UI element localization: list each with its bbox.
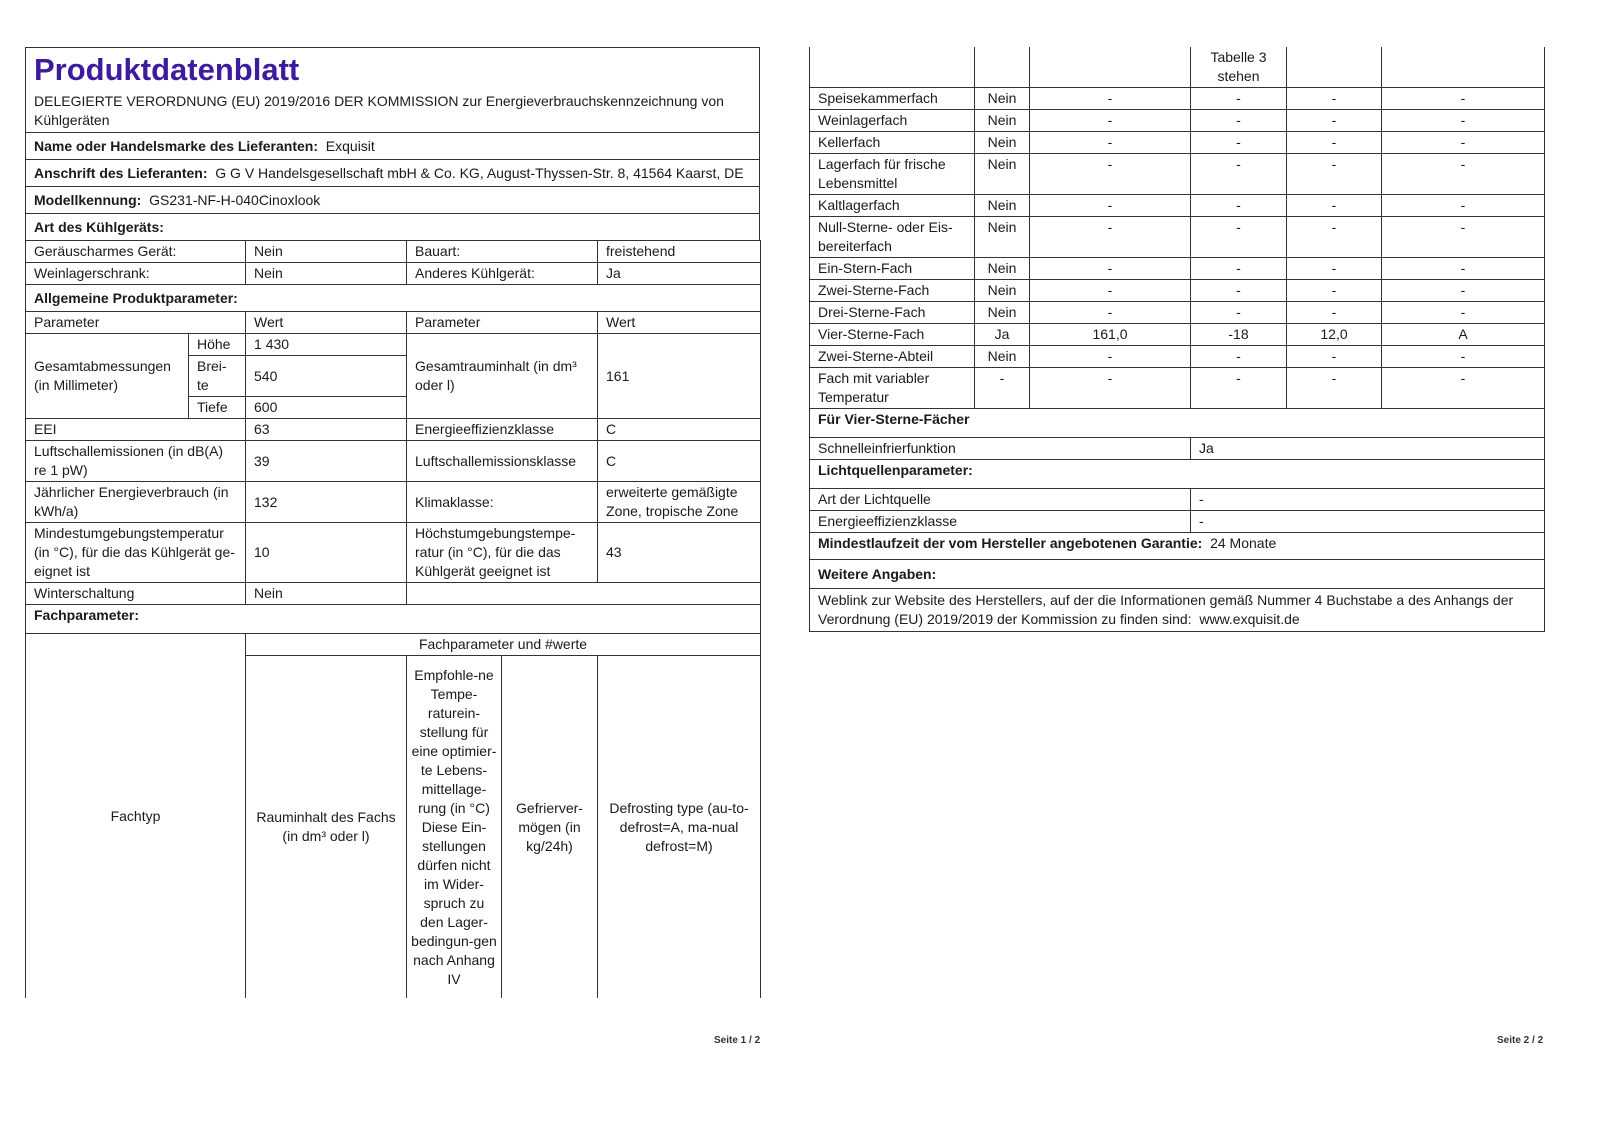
winter-value: Nein xyxy=(246,583,407,605)
page-2-footer: Seite 2 / 2 xyxy=(1497,1035,1544,1046)
compartment-row xyxy=(810,195,1545,217)
light-class-label: Energieeffizienzklasse xyxy=(810,511,1191,533)
model-value: GS231-NF-H-040Cinoxlook xyxy=(149,191,321,208)
supplier-name-row xyxy=(26,133,760,160)
compartment-recommended-header: Empfohle-ne Tempe-raturein-stellung für eine optimier-te Lebens-mittellage-rung (in °C) Diese Ein-stellungen dürfen nicht im Wider-spruch zu den Lager-bedingun-gen nach Anhang IV xyxy=(407,656,502,999)
compartment-defrost: - xyxy=(1382,346,1545,368)
height-label: Höhe xyxy=(189,334,246,356)
wine-value: Nein xyxy=(246,263,407,285)
compartment-defrost: - xyxy=(1382,88,1545,110)
weblink-text: Weblink zur Website des Herstellers, auf der die Informationen gemäß Nummer 4 Buchstabe a des Anhangs der Verordnung (EU) 2019/2019 der Kommission zu finden sind: xyxy=(818,592,1514,627)
compartment-name: Vier-Sterne-Fach xyxy=(810,324,975,346)
compartment-freeze: - xyxy=(1287,346,1382,368)
compartment-freezing-header: Gefrierver-mögen (in kg/24h) xyxy=(502,656,598,999)
compartment-freeze: - xyxy=(1287,258,1382,280)
supplier-name-value: Exquisit xyxy=(325,137,375,154)
low-noise-value: Nein xyxy=(246,241,407,263)
compartment-table xyxy=(809,47,1545,409)
compartment-temp: - xyxy=(1191,195,1287,217)
max-temp-label: Höchstumgebungstempe-ratur (in °C), für die das Kühlgerät geeignet ist xyxy=(407,523,598,583)
warranty-label: Mindestlaufzeit der vom Hersteller angebotenen Garantie: xyxy=(818,535,1203,551)
compartment-row xyxy=(810,368,1545,409)
weblink-row xyxy=(810,589,1545,632)
model-label: Modellkennung: xyxy=(34,191,142,208)
empty-cell xyxy=(407,583,761,605)
compartment-row xyxy=(810,302,1545,324)
col-value-2: Wert xyxy=(598,312,761,334)
compartment-temp: - xyxy=(1191,302,1287,324)
compartment-defrost: - xyxy=(1382,258,1545,280)
four-star-table xyxy=(809,408,1545,632)
compartment-defrost: A xyxy=(1382,324,1545,346)
compartment-freeze: - xyxy=(1287,110,1382,132)
compartment-row xyxy=(810,324,1545,346)
noise-class-value: C xyxy=(598,441,761,482)
compartment-present: Nein xyxy=(975,132,1030,154)
compartment-temp: - xyxy=(1191,154,1287,195)
compartment-present: Nein xyxy=(975,195,1030,217)
compartment-type-header: Fachtyp xyxy=(26,634,246,999)
compartment-volume: - xyxy=(1030,154,1191,195)
general-heading: Allgemeine Produktparameter: xyxy=(26,285,761,312)
compartment-temp: - xyxy=(1191,132,1287,154)
col-parameter-2: Parameter xyxy=(407,312,598,334)
regulation-text: DELEGIERTE VERORDNUNG (EU) 2019/2016 DER KOMMISSION zur Energieverbrauchskennzeichnung von Kühlgeräten xyxy=(26,90,760,133)
compartment-defrost: - xyxy=(1382,132,1545,154)
supplier-name-label: Name oder Handelsmarke des Lieferanten: xyxy=(34,137,318,154)
compartment-temp: - xyxy=(1191,110,1287,132)
compartment-freeze: - xyxy=(1287,88,1382,110)
continued-empty-1 xyxy=(810,47,975,88)
compartment-volume: - xyxy=(1030,346,1191,368)
compartment-present: Nein xyxy=(975,154,1030,195)
width-label: Brei-te xyxy=(189,356,246,397)
compartment-volume: 161,0 xyxy=(1030,324,1191,346)
height-value: 1 430 xyxy=(246,334,407,356)
eclass-label: Energieeffizienzklasse xyxy=(407,419,598,441)
continued-empty-5 xyxy=(1382,47,1545,88)
supplier-address-label: Anschrift des Lieferanten: xyxy=(34,164,208,181)
compartment-freeze: 12,0 xyxy=(1287,324,1382,346)
document-title: Produktdatenblatt xyxy=(26,48,760,91)
continued-empty-4 xyxy=(1287,47,1382,88)
warranty-value: 24 Monate xyxy=(1210,535,1277,551)
compartment-row xyxy=(810,217,1545,258)
compartment-present: Nein xyxy=(975,302,1030,324)
compartment-volume-header: Rauminhalt des Fachs (in dm³ oder l) xyxy=(246,656,407,999)
compartment-row xyxy=(810,154,1545,195)
depth-value: 600 xyxy=(246,397,407,419)
volume-value: 161 xyxy=(598,334,761,419)
compartment-row xyxy=(810,346,1545,368)
compartment-defrost: - xyxy=(1382,368,1545,409)
device-type-table xyxy=(25,240,761,312)
compartment-temp: - xyxy=(1191,217,1287,258)
wine-label: Weinlagerschrank: xyxy=(26,263,246,285)
continued-empty-2 xyxy=(975,47,1030,88)
compartment-present: Nein xyxy=(975,346,1030,368)
compartment-volume: - xyxy=(1030,280,1191,302)
width-value: 540 xyxy=(246,356,407,397)
continued-empty-3 xyxy=(1030,47,1191,88)
compartment-row xyxy=(810,110,1545,132)
compartment-name: Null-Sterne- oder Eis-bereiterfach xyxy=(810,217,975,258)
compartment-header-table xyxy=(25,633,761,998)
table3-note: Tabelle 3 stehen xyxy=(1191,47,1287,88)
further-heading: Weitere Angaben: xyxy=(810,560,1545,589)
compartment-freeze: - xyxy=(1287,280,1382,302)
compartment-defrost: - xyxy=(1382,110,1545,132)
compartment-row xyxy=(810,88,1545,110)
other-value: Ja xyxy=(598,263,761,285)
compartment-present: Nein xyxy=(975,110,1030,132)
col-value: Wert xyxy=(246,312,407,334)
general-params-table xyxy=(25,311,761,634)
compartment-defrost: - xyxy=(1382,217,1545,258)
compartment-volume: - xyxy=(1030,110,1191,132)
compartment-present: Nein xyxy=(975,258,1030,280)
compartment-defrost: - xyxy=(1382,280,1545,302)
four-star-heading: Für Vier-Sterne-Fächer xyxy=(810,409,1545,438)
min-temp-value: 10 xyxy=(246,523,407,583)
compartment-name: Drei-Sterne-Fach xyxy=(810,302,975,324)
design-value: freistehend xyxy=(598,241,761,263)
compartment-temp: -18 xyxy=(1191,324,1287,346)
climate-label: Klimaklasse: xyxy=(407,482,598,523)
eclass-value: C xyxy=(598,419,761,441)
compartment-freeze: - xyxy=(1287,132,1382,154)
compartment-temp: - xyxy=(1191,88,1287,110)
compartment-volume: - xyxy=(1030,88,1191,110)
compartment-freeze: - xyxy=(1287,217,1382,258)
compartment-group-header: Fachparameter und #werte xyxy=(246,634,761,656)
other-label: Anderes Kühlgerät: xyxy=(407,263,598,285)
page-2 xyxy=(809,47,1544,632)
page-1 xyxy=(25,47,760,998)
light-type-value: - xyxy=(1191,489,1545,511)
design-label: Bauart: xyxy=(407,241,598,263)
compartment-present: Nein xyxy=(975,280,1030,302)
climate-value: erweiterte gemäßigte Zone, tropische Zone xyxy=(598,482,761,523)
compartment-rows xyxy=(810,88,1545,409)
quick-freeze-value: Ja xyxy=(1191,438,1545,460)
compartment-volume: - xyxy=(1030,217,1191,258)
compartment-name: Weinlagerfach xyxy=(810,110,975,132)
compartment-volume: - xyxy=(1030,195,1191,217)
noise-label: Luftschallemissionen (in dB(A) re 1 pW) xyxy=(26,441,246,482)
compartment-defrost: - xyxy=(1382,154,1545,195)
compartment-name: Kaltlagerfach xyxy=(810,195,975,217)
quick-freeze-label: Schnelleinfrierfunktion xyxy=(810,438,1191,460)
light-heading: Lichtquellenparameter: xyxy=(810,460,1545,489)
compartment-present: Nein xyxy=(975,217,1030,258)
col-parameter: Parameter xyxy=(26,312,246,334)
compartment-temp: - xyxy=(1191,258,1287,280)
model-row xyxy=(26,187,760,214)
compartment-temp: - xyxy=(1191,346,1287,368)
annual-label: Jährlicher Energieverbrauch (in kWh/a) xyxy=(26,482,246,523)
warranty-row xyxy=(810,533,1545,560)
compartment-name: Lagerfach für frische Lebensmittel xyxy=(810,154,975,195)
compartment-volume: - xyxy=(1030,368,1191,409)
compartment-present: - xyxy=(975,368,1030,409)
compartment-defrost-header: Defrosting type (au-to-defrost=A, ma-nual defrost=M) xyxy=(598,656,761,999)
compartment-name: Zwei-Sterne-Abteil xyxy=(810,346,975,368)
compartment-row xyxy=(810,132,1545,154)
compartment-volume: - xyxy=(1030,132,1191,154)
header-table xyxy=(25,47,760,241)
compartment-freeze: - xyxy=(1287,368,1382,409)
volume-label: Gesamtrauminhalt (in dm³ oder l) xyxy=(407,334,598,419)
compartment-heading: Fachparameter: xyxy=(26,605,761,634)
eei-label: EEI xyxy=(26,419,246,441)
compartment-volume: - xyxy=(1030,302,1191,324)
supplier-address-row xyxy=(26,160,760,187)
compartment-name: Fach mit variabler Temperatur xyxy=(810,368,975,409)
compartment-present: Nein xyxy=(975,88,1030,110)
annual-value: 132 xyxy=(246,482,407,523)
dims-label: Gesamtabmessungen (in Millimeter) xyxy=(26,334,189,419)
compartment-freeze: - xyxy=(1287,154,1382,195)
compartment-name: Speisekammerfach xyxy=(810,88,975,110)
device-type-heading: Art des Kühlgeräts: xyxy=(26,214,760,241)
compartment-freeze: - xyxy=(1287,195,1382,217)
compartment-defrost: - xyxy=(1382,302,1545,324)
compartment-volume: - xyxy=(1030,258,1191,280)
compartment-defrost: - xyxy=(1382,195,1545,217)
compartment-name: Ein-Stern-Fach xyxy=(810,258,975,280)
compartment-temp: - xyxy=(1191,280,1287,302)
compartment-row xyxy=(810,280,1545,302)
compartment-present: Ja xyxy=(975,324,1030,346)
low-noise-label: Geräuscharmes Gerät: xyxy=(26,241,246,263)
min-temp-label: Mindestumgebungstemperatur (in °C), für die das Kühlgerät ge-eignet ist xyxy=(26,523,246,583)
depth-label: Tiefe xyxy=(189,397,246,419)
light-class-value: - xyxy=(1191,511,1545,533)
winter-label: Winterschaltung xyxy=(26,583,246,605)
weblink-url[interactable]: www.exquisit.de xyxy=(1199,611,1300,627)
noise-value: 39 xyxy=(246,441,407,482)
compartment-name: Zwei-Sterne-Fach xyxy=(810,280,975,302)
page-1-footer: Seite 1 / 2 xyxy=(714,1035,761,1046)
compartment-row xyxy=(810,258,1545,280)
compartment-name: Kellerfach xyxy=(810,132,975,154)
compartment-temp: - xyxy=(1191,368,1287,409)
noise-class-label: Luftschallemissionsklasse xyxy=(407,441,598,482)
light-type-label: Art der Lichtquelle xyxy=(810,489,1191,511)
eei-value: 63 xyxy=(246,419,407,441)
compartment-freeze: - xyxy=(1287,302,1382,324)
max-temp-value: 43 xyxy=(598,523,761,583)
supplier-address-value: G G V Handelsgesellschaft mbH & Co. KG, August-Thyssen-Str. 8, 41564 Kaarst, DE xyxy=(215,164,744,181)
